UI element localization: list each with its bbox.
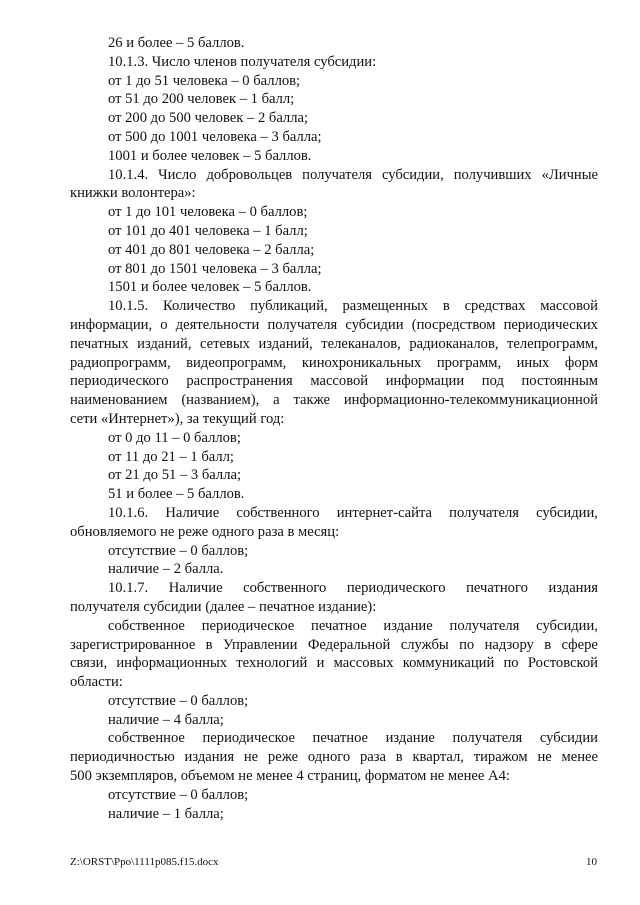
document-line: от 21 до 51 – 3 балла; (108, 467, 242, 484)
word: субсидии, (536, 617, 598, 634)
word: не (537, 749, 552, 766)
word: получивших (453, 166, 532, 183)
word: постоянным (521, 373, 598, 390)
word: раза (359, 749, 386, 766)
word: собственное (108, 617, 185, 634)
word: субсидии, (536, 504, 598, 521)
word: издание (385, 730, 435, 747)
word: в (442, 298, 450, 315)
word: периодическое (202, 730, 295, 747)
document-line (70, 335, 598, 354)
document-line: от 801 до 1501 человека – 3 балла; (108, 260, 322, 277)
document-line (70, 354, 598, 373)
word: форм (564, 354, 598, 371)
word: субсидии (345, 316, 404, 333)
document-line: обновляемого не реже одного раза в месяц: (70, 523, 340, 540)
document-line (70, 372, 598, 391)
word: Ростовской (527, 655, 598, 672)
word: периодическое (201, 617, 295, 634)
word: в (395, 749, 403, 766)
word: телеканалов, (321, 335, 401, 352)
word: технологий (236, 655, 308, 672)
word: связи, (70, 655, 108, 672)
word: под (481, 373, 504, 390)
word: реже (267, 749, 299, 766)
word: по (503, 655, 519, 672)
word: наименованием (70, 392, 168, 409)
word: средствах (464, 298, 526, 315)
word: службы (400, 636, 449, 653)
word: Количество (162, 298, 236, 315)
word: периодического (346, 580, 446, 597)
document-line (70, 636, 598, 655)
document-line: 10.1.3. Число членов получателя субсидии: (108, 53, 377, 70)
document-line: наличие – 1 балла; (108, 805, 224, 822)
word: Федеральной (307, 636, 391, 653)
document-line: от 11 до 21 – 1 балл; (108, 448, 234, 465)
document-line (70, 748, 598, 767)
word: издания (184, 749, 235, 766)
document-line: от 101 до 401 человека – 1 балл; (108, 222, 308, 239)
word: издания (548, 580, 598, 597)
document-line (70, 654, 598, 673)
document-line (70, 391, 598, 410)
word: коммуникаций (402, 655, 495, 672)
word: телепрограмм, (507, 335, 598, 352)
word: изданий, (258, 335, 313, 352)
word: периодических (503, 316, 598, 333)
word: информационных (116, 655, 228, 672)
word: (посредством (411, 316, 496, 333)
word: печатного (466, 580, 528, 597)
page-number: 10 (586, 856, 597, 868)
word: программ, (436, 354, 502, 371)
word: радиоканалов, (409, 335, 499, 352)
document-line (70, 729, 598, 748)
document-line: от 0 до 11 – 0 баллов; (108, 429, 241, 446)
document-line: от 51 до 200 человек – 1 балл; (108, 91, 295, 108)
document-line (70, 297, 598, 316)
word: сфере (561, 636, 598, 653)
document-line: 500 экземпляров, объемом не менее 4 страниц, форматом не менее А4: (70, 768, 510, 785)
word: сетевых (199, 335, 250, 352)
word: собственного (243, 580, 327, 597)
document-line: от 1 до 101 человека – 0 баллов; (108, 204, 308, 221)
document-line (70, 166, 598, 185)
word: издание (383, 617, 433, 634)
word: видеопрограмм, (186, 354, 287, 371)
word: 10.1.5. (108, 298, 149, 315)
word: Наличие (165, 504, 220, 521)
word: получателя (302, 166, 372, 183)
word: информационно-телекоммуникационной (343, 392, 598, 409)
word: 10.1.7. (108, 580, 149, 597)
document-line: 1001 и более человек – 5 баллов. (108, 147, 312, 164)
word: публикаций, (250, 298, 328, 315)
word: и (316, 655, 325, 672)
word: тиражом (473, 749, 528, 766)
document-line: от 401 до 801 человека – 2 балла; (108, 241, 315, 258)
word: одного (307, 749, 351, 766)
word: периодичностью (70, 749, 175, 766)
word: «Личные (541, 166, 598, 183)
document-line (70, 504, 598, 523)
word: деятельности (175, 316, 260, 333)
word: собственное (108, 730, 185, 747)
word: в (544, 636, 552, 653)
word: в (205, 636, 213, 653)
word: получателя (267, 316, 338, 333)
document-line: сети «Интернет»), за текущий год: (70, 410, 285, 427)
footer-file-path: Z:\ORST\Ppo\1111p085.f15.docx (70, 856, 219, 868)
document-line: от 200 до 500 человек – 2 балла; (108, 110, 309, 127)
document-line: 51 и более – 5 баллов. (108, 486, 245, 503)
word: распространения (186, 373, 293, 390)
document-line (70, 617, 598, 636)
word: информации (385, 373, 465, 390)
document-line: 1501 и более человек – 5 баллов. (108, 279, 312, 296)
document-body (70, 34, 598, 823)
word: иных (516, 354, 550, 371)
word: получателя (449, 504, 519, 521)
document-line: отсутствие – 0 баллов; (108, 692, 249, 709)
word: надзору (484, 636, 534, 653)
word: периодического (70, 373, 169, 390)
word: Управлении (222, 636, 298, 653)
word: массовой (310, 373, 369, 390)
document-line (70, 579, 598, 598)
word: добровольцев (206, 166, 293, 183)
word: зарегистрированное (70, 636, 196, 653)
word: не (243, 749, 259, 766)
document-line: отсутствие – 0 баллов; (108, 542, 249, 559)
document-line: 26 и более – 5 баллов. (108, 35, 245, 51)
word: печатное (312, 730, 369, 747)
word: Наличие (168, 580, 223, 597)
document-line: от 1 до 51 человека – 0 баллов; (108, 72, 301, 89)
document-line: книжки волонтера»: (70, 185, 196, 202)
word: массовых (333, 655, 394, 672)
document-line: получателя субсидии (далее – печатное издание): (70, 598, 377, 615)
word: а (273, 392, 280, 409)
word: информации, (70, 316, 153, 333)
word: субсидии (539, 730, 598, 747)
word: радиопрограмм, (70, 354, 171, 371)
word: о (160, 316, 168, 333)
word: печатное (311, 617, 367, 634)
word: квартал, (412, 749, 464, 766)
word: также (293, 392, 330, 409)
word: субсидии, (381, 166, 444, 183)
word: (названием), (181, 392, 260, 409)
word: получателя (449, 617, 520, 634)
word: изданий, (137, 335, 192, 352)
document-line: отсутствие – 0 баллов; (108, 786, 249, 803)
word: размещенных (342, 298, 428, 315)
document-line: наличие – 4 балла; (108, 711, 224, 728)
word: Число (158, 166, 197, 183)
word: менее (561, 749, 598, 766)
word: по (459, 636, 475, 653)
word: 10.1.4. (108, 166, 149, 183)
word: кинохроникальных (301, 354, 422, 371)
document-line: наличие – 2 балла. (108, 561, 224, 578)
word: массовой (540, 298, 598, 315)
word: собственного (236, 504, 320, 521)
word: 10.1.6. (108, 504, 149, 521)
word: печатных (70, 335, 129, 352)
word: интернет-сайта (336, 504, 432, 521)
document-line: области: (70, 674, 123, 691)
document-line: от 500 до 1001 человека – 3 балла; (108, 128, 322, 145)
document-line (70, 316, 598, 335)
word: получателя (452, 730, 523, 747)
